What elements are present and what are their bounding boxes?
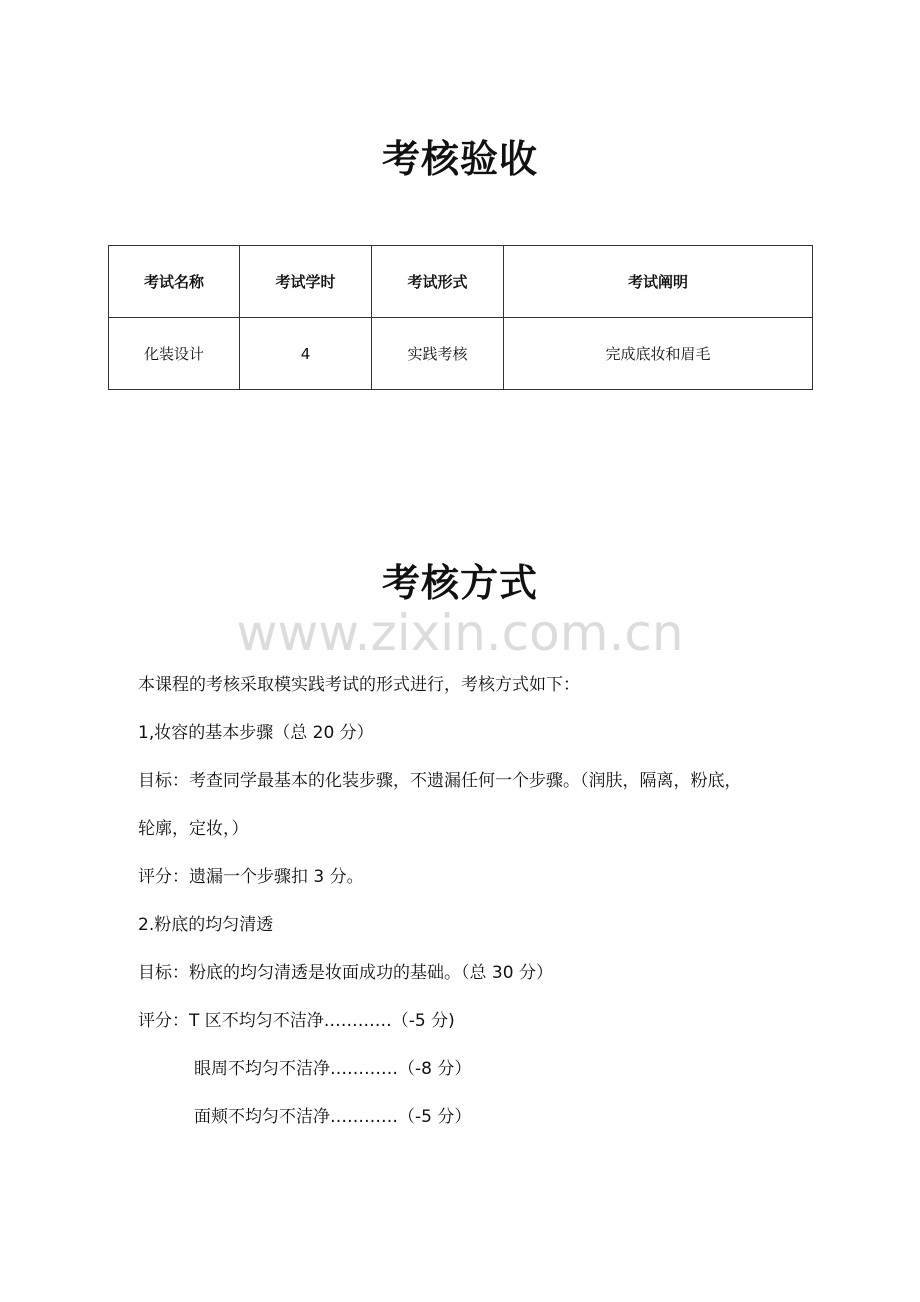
table-header-cell: 考试名称 [109, 246, 240, 318]
watermark: www.zixin.com.cn [236, 604, 684, 662]
table-header-cell: 考试学时 [240, 246, 372, 318]
item2-goal: 目标：粉底的均匀清透是妆面成功的基础。（总 30 分） [138, 963, 553, 983]
table-row [109, 318, 813, 390]
table-cell: 完成底妆和眉毛 [504, 318, 813, 390]
item2-score-line2: 眼周不均匀不洁净…………（-8 分） [194, 1059, 472, 1079]
item2-score-line3: 面颊不均匀不洁净…………（-5 分） [194, 1107, 472, 1127]
table-cell: 4 [240, 318, 372, 390]
section-title: 考核方式 [381, 561, 538, 605]
item1-goal-line2: 轮廓，定妆，） [138, 819, 249, 839]
page-title: 考核验收 [381, 137, 538, 181]
table-header-cell: 考试形式 [372, 246, 504, 318]
table-header-cell: 考试阐明 [504, 246, 813, 318]
item1-heading: 1,妆容的基本步骤（总 20 分） [138, 723, 374, 743]
table-cell: 化装设计 [109, 318, 240, 390]
table-cell: 实践考核 [372, 318, 504, 390]
item1-goal-line1: 目标：考查同学最基本的化装步骤，不遗漏任何一个步骤。（润肤，隔离，粉底， [138, 771, 742, 791]
exam-info-table [108, 245, 813, 390]
table-header-row [109, 246, 813, 318]
item2-score-line1: 评分：T 区不均匀不洁净…………（-5 分) [138, 1011, 455, 1031]
item1-score: 评分：遗漏一个步骤扣 3 分。 [138, 867, 364, 887]
item2-heading: 2.粉底的均匀清透 [138, 915, 274, 935]
intro-paragraph: 本课程的考核采取模实践考试的形式进行，考核方式如下： [138, 675, 580, 695]
